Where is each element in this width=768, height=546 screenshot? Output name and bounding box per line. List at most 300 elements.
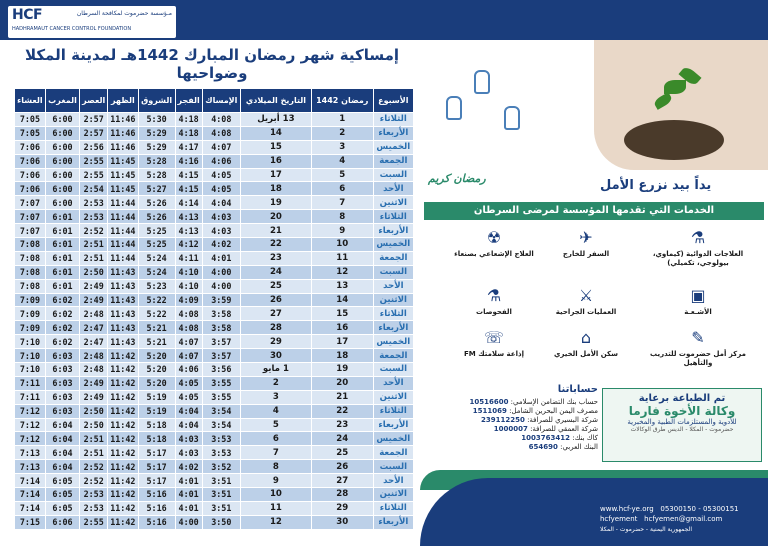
- account-row: [430, 434, 598, 443]
- column-header: الإمساك: [202, 89, 240, 113]
- prayer-time-cell: 7:12: [15, 432, 46, 446]
- column-header: رمضان 1442: [311, 89, 373, 113]
- prayer-time-cell: 4:15: [175, 182, 202, 196]
- prayer-time-cell: 5:24: [138, 251, 175, 265]
- table-row: [15, 376, 414, 390]
- table-row: [15, 446, 414, 460]
- prayer-time-cell: 6:01: [45, 251, 79, 265]
- prayer-time-cell: 3:57: [202, 349, 240, 363]
- prayer-time-cell: 3:58: [202, 307, 240, 321]
- prayer-time-cell: 5:16: [138, 515, 175, 529]
- accounts-list: [430, 398, 598, 452]
- account-label: شركة العمقي للصرافة:: [530, 425, 598, 433]
- service-item: ⌂ سكن الأمل الخيري: [553, 328, 619, 358]
- table-row: [15, 515, 414, 529]
- prayer-time-cell: 5:27: [138, 182, 175, 196]
- prayer-time-cell: 11:43: [108, 307, 138, 321]
- prayer-time-cell: 11:43: [108, 293, 138, 307]
- prayer-time-cell: 7:08: [15, 265, 46, 279]
- prayer-time-cell: 5:26: [138, 210, 175, 224]
- gregorian-date-cell: 14: [241, 126, 312, 140]
- prayer-time-cell: 2:49: [80, 376, 108, 390]
- gregorian-date-cell: 21: [241, 224, 312, 238]
- prayer-time-cell: 4:03: [175, 446, 202, 460]
- ramadan-day-cell: 2: [311, 126, 373, 140]
- prayer-time-cell: 4:13: [175, 210, 202, 224]
- prayer-time-cell: 4:09: [175, 293, 202, 307]
- prayer-time-cell: 6:01: [45, 210, 79, 224]
- account-number: 10516600: [469, 398, 509, 406]
- prayer-time-cell: 4:12: [175, 238, 202, 252]
- weekday-cell: الأربعاء: [373, 515, 413, 529]
- prayer-time-cell: 4:03: [175, 432, 202, 446]
- prayer-time-cell: 6:02: [45, 307, 79, 321]
- prayer-time-cell: 11:42: [108, 501, 138, 515]
- prayer-time-cell: 5:16: [138, 488, 175, 502]
- prayer-time-cell: 6:00: [45, 113, 79, 127]
- prayer-time-cell: 5:18: [138, 432, 175, 446]
- prayer-time-cell: 11:42: [108, 390, 138, 404]
- account-number: 1003763412: [521, 434, 570, 442]
- prayer-time-cell: 4:10: [175, 265, 202, 279]
- table-row: [15, 196, 414, 210]
- prayer-time-cell: 11:44: [108, 210, 138, 224]
- prayer-time-cell: 3:51: [202, 474, 240, 488]
- sponsor-line: تم الطباعة برعاية: [638, 393, 726, 404]
- prayer-time-cell: 4:08: [202, 113, 240, 127]
- prayer-time-cell: 4:01: [175, 474, 202, 488]
- prayer-time-cell: 5:20: [138, 376, 175, 390]
- prayer-time-cell: 4:06: [202, 154, 240, 168]
- account-number: 1000007: [493, 425, 528, 433]
- prayer-time-cell: 3:50: [202, 515, 240, 529]
- account-number: 1511069: [472, 407, 507, 415]
- prayer-time-cell: 11:42: [108, 363, 138, 377]
- medicine-icon: ⚗: [690, 228, 706, 247]
- gregorian-date-cell: 19: [241, 196, 312, 210]
- footer: [420, 478, 768, 546]
- service-item: ▣ الأشـعـة: [684, 286, 712, 316]
- prayer-time-cell: 3:54: [202, 404, 240, 418]
- prayer-time-cell: 6:05: [45, 474, 79, 488]
- prayer-time-cell: 7:08: [15, 238, 46, 252]
- table-row: [15, 238, 414, 252]
- prayer-time-cell: 3:56: [202, 363, 240, 377]
- page-title: إمساكية شهر رمضان المبارك 1442هـ لمدينة المكلا وضواحيها: [24, 46, 400, 82]
- prayer-time-cell: 11:42: [108, 474, 138, 488]
- ramadan-greeting: رمضان كريم: [428, 172, 486, 185]
- weekday-cell: الأربعاء: [373, 224, 413, 238]
- prayer-time-cell: 6:01: [45, 224, 79, 238]
- weekday-cell: الجمعة: [373, 251, 413, 265]
- prayer-time-cell: 6:03: [45, 404, 79, 418]
- prayer-time-cell: 3:51: [202, 501, 240, 515]
- prayer-time-cell: 7:10: [15, 349, 46, 363]
- column-header: التاريخ الميلادي: [241, 89, 312, 113]
- column-header: العشاء: [15, 89, 46, 113]
- weekday-cell: الثلاثاء: [373, 113, 413, 127]
- prayer-time-cell: 4:02: [202, 238, 240, 252]
- prayer-time-cell: 6:00: [45, 140, 79, 154]
- xray-icon: ▣: [690, 286, 706, 305]
- prayer-time-cell: 4:05: [202, 182, 240, 196]
- gregorian-date-cell: 6: [241, 432, 312, 446]
- prayer-time-cell: 3:58: [202, 321, 240, 335]
- website-link[interactable]: www.hcf-ye.org: [600, 505, 654, 513]
- prayer-time-cell: 6:02: [45, 321, 79, 335]
- gregorian-date-cell: 25: [241, 279, 312, 293]
- prayer-time-cell: 11:43: [108, 335, 138, 349]
- prayer-time-cell: 5:18: [138, 418, 175, 432]
- sponsor-address: حضرموت - المكلا - الديس طرق الوكالات: [630, 426, 734, 433]
- housing-icon: ⌂: [580, 328, 592, 347]
- travel-icon: ✈: [579, 228, 593, 247]
- ramadan-day-cell: 25: [311, 446, 373, 460]
- prayer-time-cell: 4:05: [175, 376, 202, 390]
- prayer-time-cell: 4:05: [202, 168, 240, 182]
- table-row: [15, 404, 414, 418]
- prayer-time-cell: 4:11: [175, 251, 202, 265]
- table-row: [15, 307, 414, 321]
- weekday-cell: الاثنين: [373, 196, 413, 210]
- prayer-time-cell: 2:56: [80, 140, 108, 154]
- gregorian-date-cell: 28: [241, 321, 312, 335]
- prayer-time-cell: 5:20: [138, 363, 175, 377]
- weekday-cell: الثلاثاء: [373, 404, 413, 418]
- prayer-time-cell: 6:04: [45, 446, 79, 460]
- prayer-time-cell: 11:46: [108, 126, 138, 140]
- column-header: الظهر: [108, 89, 138, 113]
- prayer-time-cell: 4:08: [175, 321, 202, 335]
- prayer-time-cell: 11:43: [108, 279, 138, 293]
- prayer-time-cell: 4:07: [202, 140, 240, 154]
- prayer-time-cell: 7:11: [15, 376, 46, 390]
- lantern-icon: [446, 96, 462, 120]
- prayer-time-cell: 5:19: [138, 404, 175, 418]
- prayer-time-cell: 4:15: [175, 168, 202, 182]
- prayer-time-cell: 11:42: [108, 376, 138, 390]
- service-item: ✈ السفر للخارج: [562, 228, 610, 258]
- prayer-time-cell: 7:05: [15, 113, 46, 127]
- account-label: شركة البسيري للصرافة:: [527, 416, 598, 424]
- weekday-cell: الأربعاء: [373, 418, 413, 432]
- table-row: [15, 154, 414, 168]
- prayer-time-cell: 6:04: [45, 432, 79, 446]
- gregorian-date-cell: 29: [241, 335, 312, 349]
- prayer-time-cell: 5:28: [138, 154, 175, 168]
- imsakiya-table: [14, 88, 414, 530]
- prayer-time-cell: 2:55: [80, 168, 108, 182]
- ramadan-day-cell: 19: [311, 363, 373, 377]
- ramadan-day-cell: 8: [311, 210, 373, 224]
- account-row: [430, 416, 598, 425]
- accounts-heading: حساباتنا: [557, 384, 598, 395]
- prayer-time-cell: 2:53: [80, 210, 108, 224]
- prayer-time-cell: 7:05: [15, 126, 46, 140]
- account-row: [430, 443, 598, 452]
- prayer-time-cell: 11:42: [108, 446, 138, 460]
- prayer-time-cell: 4:01: [202, 251, 240, 265]
- table-row: [15, 363, 414, 377]
- table-row: [15, 418, 414, 432]
- prayer-time-cell: 4:08: [175, 307, 202, 321]
- weekday-cell: الاثنين: [373, 488, 413, 502]
- prayer-time-cell: 2:51: [80, 238, 108, 252]
- prayer-time-cell: 2:55: [80, 515, 108, 529]
- surgery-icon: ⚔: [578, 286, 594, 305]
- account-number: 654690: [528, 443, 558, 451]
- prayer-time-cell: 4:00: [175, 515, 202, 529]
- service-item: ⚗ العلاجات الدوائية (كيماوي، بيولوجي، تكميلي): [652, 228, 744, 267]
- footer-address: الجمهورية اليمنية - حضرموت - المكلا: [600, 526, 693, 533]
- prayer-time-cell: 7:06: [15, 140, 46, 154]
- prayer-time-cell: 4:00: [202, 279, 240, 293]
- weekday-cell: السبت: [373, 460, 413, 474]
- radiation-icon: ☢: [486, 228, 502, 247]
- weekday-cell: السبت: [373, 265, 413, 279]
- prayer-time-cell: 2:52: [80, 224, 108, 238]
- prayer-time-cell: 7:15: [15, 515, 46, 529]
- prayer-time-cell: 3:55: [202, 390, 240, 404]
- email-link[interactable]: hcfyemen@gmail.com: [644, 515, 723, 523]
- prayer-time-cell: 2:51: [80, 432, 108, 446]
- prayer-time-cell: 5:20: [138, 349, 175, 363]
- prayer-time-cell: 7:06: [15, 168, 46, 182]
- ramadan-day-cell: 10: [311, 238, 373, 252]
- prayer-time-cell: 6:03: [45, 376, 79, 390]
- sponsor-name: وكالة الأخوة فارما: [628, 404, 736, 418]
- ramadan-day-cell: 29: [311, 501, 373, 515]
- ramadan-day-cell: 18: [311, 349, 373, 363]
- table-header-row: [15, 89, 414, 113]
- prayer-time-cell: 2:53: [80, 501, 108, 515]
- ramadan-day-cell: 13: [311, 279, 373, 293]
- ramadan-day-cell: 6: [311, 182, 373, 196]
- prayer-time-cell: 11:44: [108, 196, 138, 210]
- gregorian-date-cell: 16: [241, 154, 312, 168]
- weekday-cell: الخميس: [373, 140, 413, 154]
- prayer-time-cell: 5:21: [138, 321, 175, 335]
- prayer-time-cell: 7:14: [15, 488, 46, 502]
- prayer-time-cell: 2:49: [80, 390, 108, 404]
- gregorian-date-cell: 27: [241, 307, 312, 321]
- weekday-cell: الاثنين: [373, 390, 413, 404]
- prayer-time-cell: 6:03: [45, 363, 79, 377]
- ramadan-day-cell: 9: [311, 224, 373, 238]
- logo-arabic-name: مـؤسسة حضرموت لمكافحة السرطان: [76, 10, 172, 17]
- ramadan-day-cell: 26: [311, 460, 373, 474]
- gregorian-date-cell: 13 أبريل: [241, 113, 312, 127]
- prayer-time-cell: 4:08: [202, 126, 240, 140]
- ramadan-day-cell: 16: [311, 321, 373, 335]
- weekday-cell: الاثنين: [373, 293, 413, 307]
- ramadan-day-cell: 1: [311, 113, 373, 127]
- gregorian-date-cell: 12: [241, 515, 312, 529]
- prayer-time-cell: 7:12: [15, 418, 46, 432]
- prayer-time-cell: 11:44: [108, 224, 138, 238]
- ramadan-day-cell: 23: [311, 418, 373, 432]
- gregorian-date-cell: 4: [241, 404, 312, 418]
- prayer-time-cell: 2:53: [80, 196, 108, 210]
- prayer-time-cell: 2:48: [80, 363, 108, 377]
- prayer-time-cell: 4:01: [175, 488, 202, 502]
- prayer-time-cell: 4:05: [175, 390, 202, 404]
- gregorian-date-cell: 24: [241, 265, 312, 279]
- prayer-time-cell: 7:13: [15, 460, 46, 474]
- column-header: الأسبوع: [373, 89, 413, 113]
- prayer-time-cell: 11:42: [108, 488, 138, 502]
- prayer-time-cell: 6:00: [45, 168, 79, 182]
- prayer-time-cell: 6:01: [45, 238, 79, 252]
- prayer-time-cell: 4:07: [175, 349, 202, 363]
- gregorian-date-cell: 26: [241, 293, 312, 307]
- table-row: [15, 265, 414, 279]
- social-handle[interactable]: hcfyement: [600, 515, 638, 523]
- prayer-time-cell: 5:22: [138, 293, 175, 307]
- prayer-time-cell: 6:01: [45, 279, 79, 293]
- prayer-time-cell: 3:53: [202, 432, 240, 446]
- gregorian-date-cell: 2: [241, 376, 312, 390]
- prayer-time-cell: 4:18: [175, 113, 202, 127]
- prayer-time-cell: 5:22: [138, 307, 175, 321]
- prayer-time-cell: 2:52: [80, 460, 108, 474]
- prayer-time-cell: 5:17: [138, 460, 175, 474]
- weekday-cell: الأربعاء: [373, 321, 413, 335]
- prayer-time-cell: 5:19: [138, 390, 175, 404]
- table-row: [15, 210, 414, 224]
- weekday-cell: الجمعة: [373, 349, 413, 363]
- prayer-time-cell: 2:57: [80, 113, 108, 127]
- gregorian-date-cell: 7: [241, 446, 312, 460]
- column-header: العصر: [80, 89, 108, 113]
- lantern-icon: [504, 106, 520, 130]
- prayer-time-cell: 2:50: [80, 265, 108, 279]
- column-header: المغرب: [45, 89, 79, 113]
- gregorian-date-cell: 1 مايو: [241, 363, 312, 377]
- account-label: البنك العربي:: [560, 443, 598, 451]
- lantern-icon: [474, 70, 490, 94]
- gregorian-date-cell: 10: [241, 488, 312, 502]
- radio-icon: ☏: [483, 328, 504, 347]
- prayer-time-cell: 7:07: [15, 196, 46, 210]
- prayer-time-cell: 2:47: [80, 335, 108, 349]
- account-row: [430, 425, 598, 434]
- prayer-time-cell: 5:29: [138, 140, 175, 154]
- gregorian-date-cell: 17: [241, 168, 312, 182]
- prayer-time-cell: 5:25: [138, 238, 175, 252]
- prayer-time-cell: 2:48: [80, 349, 108, 363]
- sponsor-desc: للأدوية والمستلزمات الطبية والمخبرية: [627, 418, 737, 426]
- prayer-time-cell: 11:42: [108, 515, 138, 529]
- prayer-time-cell: 3:55: [202, 376, 240, 390]
- table-row: [15, 321, 414, 335]
- ramadan-day-cell: 27: [311, 474, 373, 488]
- prayer-time-cell: 4:03: [202, 224, 240, 238]
- prayer-time-cell: 2:53: [80, 488, 108, 502]
- prayer-time-cell: 4:02: [175, 460, 202, 474]
- prayer-time-cell: 4:03: [202, 210, 240, 224]
- table-row: [15, 335, 414, 349]
- table-row: [15, 126, 414, 140]
- table-row: [15, 140, 414, 154]
- training-icon: ✎: [691, 328, 705, 347]
- prayer-time-cell: 7:11: [15, 390, 46, 404]
- prayer-time-cell: 4:00: [202, 265, 240, 279]
- weekday-cell: الأحد: [373, 474, 413, 488]
- prayer-time-cell: 6:03: [45, 349, 79, 363]
- prayer-time-cell: 6:00: [45, 182, 79, 196]
- gregorian-date-cell: 3: [241, 390, 312, 404]
- prayer-time-cell: 4:13: [175, 224, 202, 238]
- prayer-time-cell: 2:48: [80, 307, 108, 321]
- prayer-time-cell: 6:01: [45, 265, 79, 279]
- hands-planting-image: [594, 40, 768, 170]
- gregorian-date-cell: 18: [241, 182, 312, 196]
- weekday-cell: الجمعة: [373, 446, 413, 460]
- table-row: [15, 224, 414, 238]
- prayer-time-cell: 4:04: [202, 196, 240, 210]
- weekday-cell: الأحد: [373, 182, 413, 196]
- prayer-time-cell: 7:10: [15, 335, 46, 349]
- prayer-time-cell: 11:42: [108, 349, 138, 363]
- prayer-time-cell: 5:17: [138, 474, 175, 488]
- prayer-time-cell: 2:51: [80, 446, 108, 460]
- prayer-time-cell: 4:04: [175, 404, 202, 418]
- prayer-time-cell: 6:00: [45, 196, 79, 210]
- table-row: [15, 390, 414, 404]
- slogan: يداً بيد نزرع الأمل: [600, 178, 712, 193]
- prayer-time-cell: 2:57: [80, 126, 108, 140]
- prayer-time-cell: 4:18: [175, 126, 202, 140]
- prayer-time-cell: 4:14: [175, 196, 202, 210]
- weekday-cell: السبت: [373, 168, 413, 182]
- prayer-time-cell: 3:52: [202, 460, 240, 474]
- prayer-time-cell: 11:46: [108, 140, 138, 154]
- prayer-time-cell: 5:17: [138, 446, 175, 460]
- ramadan-day-cell: 4: [311, 154, 373, 168]
- column-header: الشروق: [138, 89, 175, 113]
- prayer-time-cell: 7:09: [15, 321, 46, 335]
- ramadan-day-cell: 28: [311, 488, 373, 502]
- prayer-time-cell: 5:25: [138, 224, 175, 238]
- lab-icon: ⚗: [486, 286, 502, 305]
- prayer-time-cell: 2:50: [80, 404, 108, 418]
- weekday-cell: الثلاثاء: [373, 307, 413, 321]
- ramadan-day-cell: 21: [311, 390, 373, 404]
- ramadan-day-cell: 12: [311, 265, 373, 279]
- prayer-time-cell: 7:07: [15, 210, 46, 224]
- weekday-cell: الأحد: [373, 376, 413, 390]
- prayer-time-cell: 7:10: [15, 363, 46, 377]
- ramadan-day-cell: 17: [311, 335, 373, 349]
- prayer-time-cell: 6:00: [45, 154, 79, 168]
- prayer-time-cell: 7:08: [15, 251, 46, 265]
- prayer-time-cell: 5:23: [138, 279, 175, 293]
- prayer-time-cell: 11:44: [108, 238, 138, 252]
- service-item: ✎ مركز أمل حضرموت للتدريب والتأهيل: [650, 328, 746, 367]
- prayer-time-cell: 2:54: [80, 182, 108, 196]
- column-header: الفجر: [175, 89, 202, 113]
- prayer-time-cell: 6:02: [45, 335, 79, 349]
- ramadan-day-cell: 11: [311, 251, 373, 265]
- weekday-cell: الثلاثاء: [373, 501, 413, 515]
- account-row: [430, 407, 598, 416]
- prayer-time-cell: 7:07: [15, 224, 46, 238]
- table-row: [15, 488, 414, 502]
- bank-accounts: [430, 384, 598, 452]
- prayer-time-cell: 2:55: [80, 154, 108, 168]
- prayer-time-cell: 5:16: [138, 501, 175, 515]
